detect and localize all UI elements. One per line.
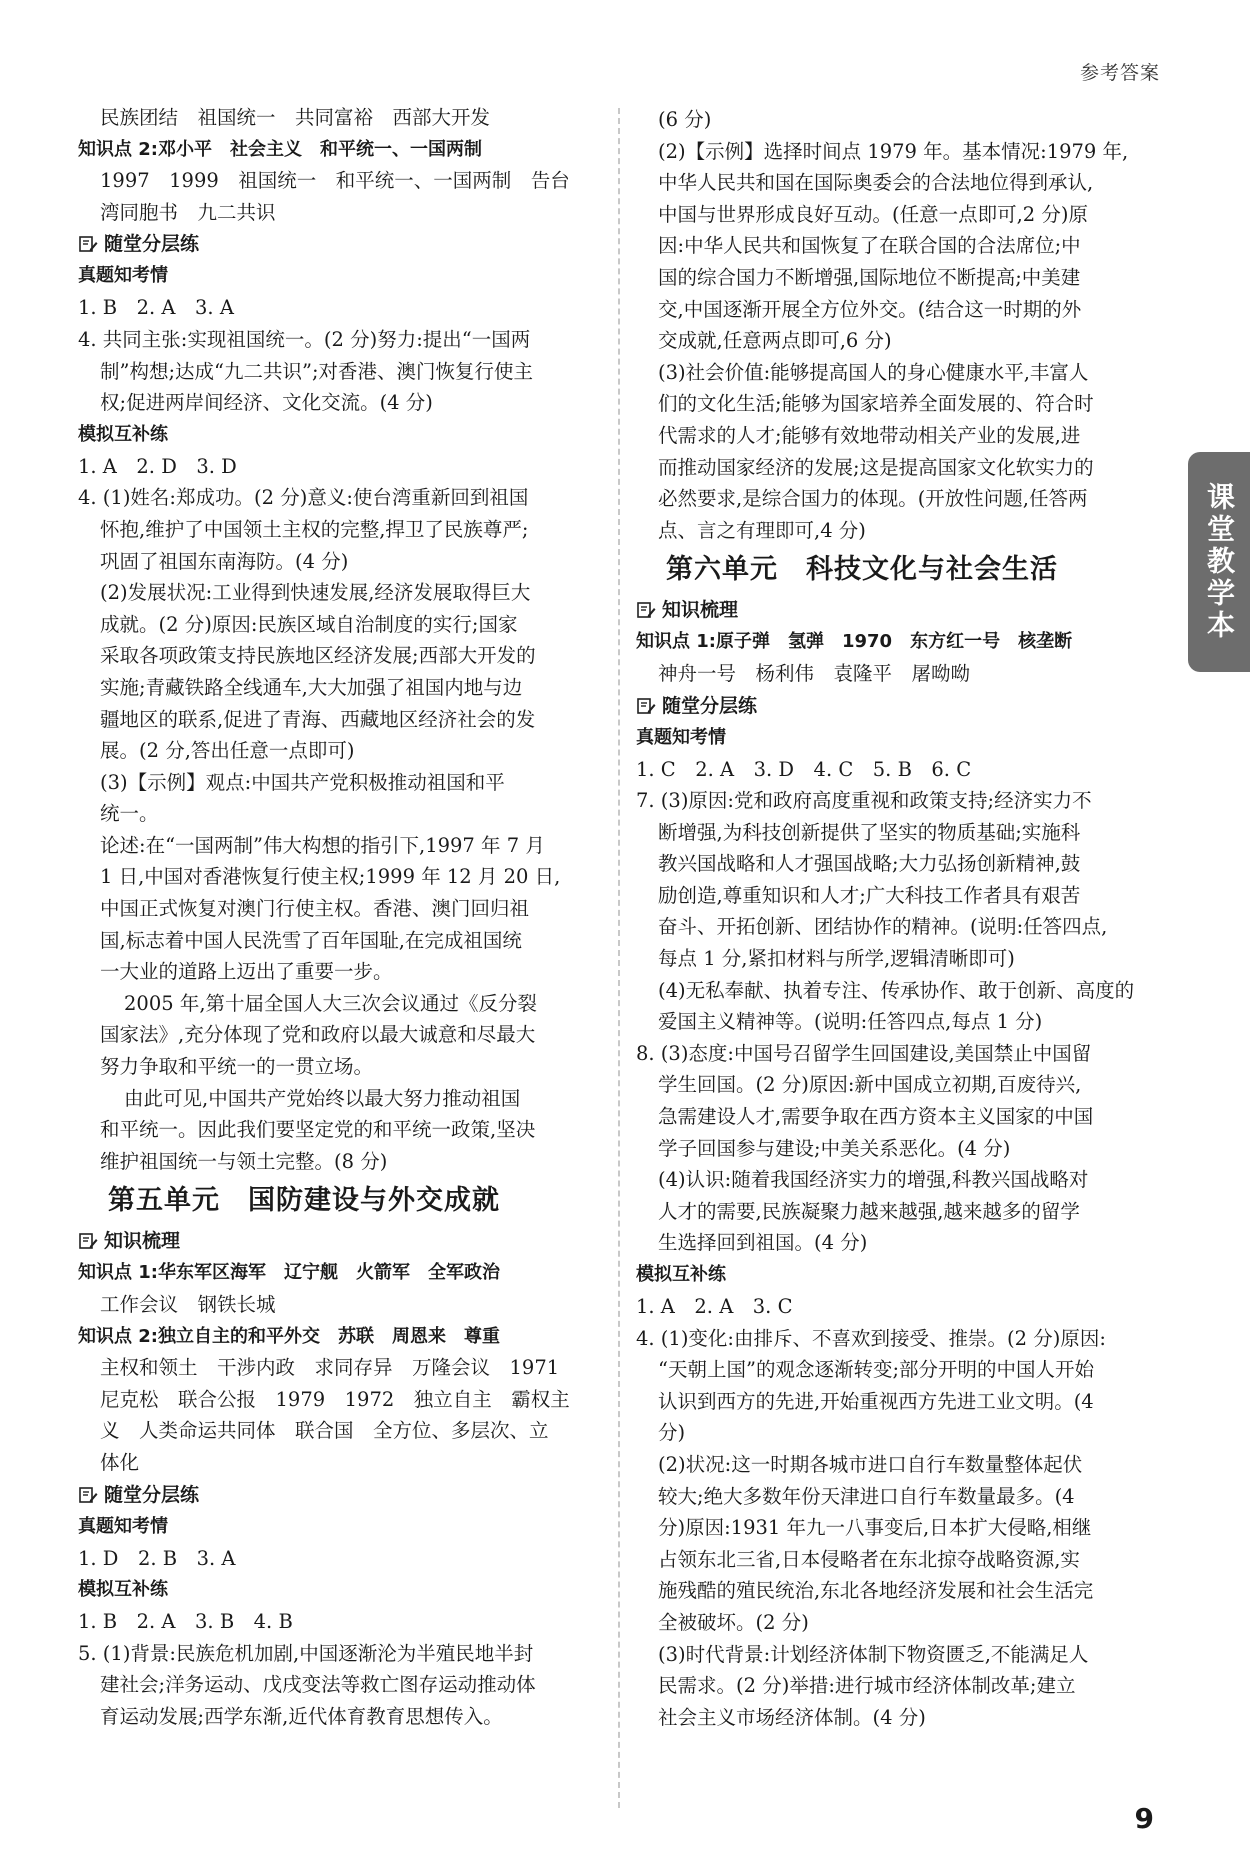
left-text-line: 1 日,中国对香港恢复行使主权;1999 年 12 月 20 日, xyxy=(100,865,561,889)
left-text-line: 努力争取和平统一的一贯立场。 xyxy=(100,1055,374,1079)
subsection-heading: 模拟互补练 xyxy=(78,423,168,445)
column-divider xyxy=(618,108,620,1808)
right-text-line: 全被破坏。(2 分) xyxy=(658,1610,809,1634)
right-text-line: 认识到西方的先进,开始重视西方先进工业文明。(4 xyxy=(658,1389,1094,1413)
right-text-line: 施残酷的殖民统治,东北各地经济发展和社会生活完 xyxy=(658,1579,1094,1603)
left-text-line: 采取各项政策支持民族地区经济发展;西部大开发的 xyxy=(100,644,536,668)
right-column xyxy=(636,104,1166,1733)
left-text-line: 中国正式恢复对澳门行使主权。香港、澳门回归祖 xyxy=(100,897,530,921)
left-text-line: 维护祖国统一与领土完整。(8 分) xyxy=(100,1149,388,1173)
right-text-line: 国的综合国力不断增强,国际地位不断提高;中美建 xyxy=(658,265,1081,289)
right-text-line: 4. (1)变化:由排斥、不喜欢到接受、推崇。(2 分)原因: xyxy=(636,1326,1106,1350)
right-text-line: 7. (3)原因:党和政府高度重视和政策支持;经济实力不 xyxy=(636,789,1092,813)
right-text-line: 因:中华人民共和国恢复了在联合国的合法席位;中 xyxy=(658,234,1081,258)
subsection-heading: 模拟互补练 xyxy=(78,1579,168,1601)
subsection-heading: 真题知考情 xyxy=(78,1515,168,1537)
section-heading xyxy=(78,228,603,260)
left-text-line: (2)发展状况:工业得到快速发展,经济发展取得巨大 xyxy=(100,581,531,605)
left-text-line: 1997 1999 祖国统一 和平统一、一国两制 告台 xyxy=(100,169,570,193)
left-text-line: 主权和领土 干涉内政 求同存异 万隆会议 1971 xyxy=(100,1356,560,1380)
right-text-line: 8. (3)态度:中国号召留学生回国建设,美国禁止中国留 xyxy=(636,1041,1092,1065)
left-text-line: 由此可见,中国共产党始终以最大努力推动祖国 xyxy=(124,1086,521,1110)
subsection-heading: 模拟互补练 xyxy=(636,1264,726,1285)
section-heading xyxy=(636,594,1166,626)
section-heading-text: 随堂分层练 xyxy=(104,233,200,256)
right-text-line: 分) xyxy=(658,1421,686,1445)
section-heading xyxy=(78,1225,603,1257)
pencil-note-icon xyxy=(78,234,98,254)
left-text-line: 疆地区的联系,促进了青海、西藏地区经济社会的发 xyxy=(100,707,536,731)
left-text-line: 论述:在“一国两制”伟大构想的指引下,1997 年 7 月 xyxy=(100,833,545,857)
right-text-line: 点、言之有理即可,4 分) xyxy=(658,518,866,542)
unit-title: 第五单元 国防建设与外交成就 xyxy=(108,1185,500,1217)
left-text-line: 怀抱,维护了中国领土主权的完整,捍卫了民族尊严; xyxy=(100,517,529,541)
side-tab: 课堂教学本 xyxy=(1188,452,1250,672)
right-text-line: 神舟一号 杨利伟 袁隆平 屠呦呦 xyxy=(658,661,971,685)
right-text-line: 学子回国参与建设;中美关系恶化。(4 分) xyxy=(658,1136,1011,1160)
left-column xyxy=(78,102,603,1733)
right-text-line: (3)社会价值:能够提高国人的身心健康水平,丰富人 xyxy=(658,360,1089,384)
right-text-line: 励创造,尊重知识和人才;广大科技工作者具有艰苦 xyxy=(658,883,1081,907)
right-text-line: “天朝上国”的观念逐渐转变;部分开明的中国人开始 xyxy=(658,1358,1095,1382)
right-text-line: 急需建设人才,需要争取在西方资本主义国家的中国 xyxy=(658,1105,1094,1129)
left-text-line: 和平统一。因此我们要坚定党的和平统一政策,坚决 xyxy=(100,1118,536,1142)
right-text-line: 民需求。(2 分)举措:进行城市经济体制改革;建立 xyxy=(658,1674,1076,1698)
left-text-line: (3)【示例】观点:中国共产党积极推动祖国和平 xyxy=(100,770,505,794)
right-text-line: 占领东北三省,日本侵略者在东北掠夺战略资源,实 xyxy=(658,1547,1080,1571)
left-text-line: 1. B 2. A 3. B 4. B xyxy=(78,1610,293,1634)
left-text-line: 权;促进两岸间经济、文化交流。(4 分) xyxy=(100,391,433,415)
right-text-line: 们的文化生活;能够为国家培养全面发展的、符合时 xyxy=(658,392,1094,416)
right-text-line: 交成就,任意两点即可,6 分) xyxy=(658,329,892,353)
knowledge-point-line: 知识点 1:华东军区海军 辽宁舰 火箭军 全军政治 xyxy=(78,1262,500,1284)
right-text-line: 代需求的人才;能够有效地带动相关产业的发展,进 xyxy=(658,423,1081,447)
knowledge-point-line: 知识点 1:原子弹 氢弹 1970 东方红一号 核垄断 xyxy=(636,631,1073,653)
knowledge-point-line: 知识点 2:独立自主的和平外交 苏联 周恩来 尊重 xyxy=(78,1325,500,1347)
right-text-line: (4)无私奉献、执着专注、传承协作、敢于创新、高度的 xyxy=(658,978,1135,1002)
right-text-line: (4)认识:随着我国经济实力的增强,科教兴国战略对 xyxy=(658,1168,1089,1192)
right-text-line: 必然要求,是综合国力的体现。(开放性问题,任答两 xyxy=(658,487,1088,511)
left-text-line: 尼克松 联合公报 1979 1972 独立自主 霸权主 xyxy=(100,1387,570,1411)
right-text-line: 1. A 2. A 3. C xyxy=(636,1295,793,1318)
left-text-line: 1. D 2. B 3. A xyxy=(78,1546,236,1570)
left-text-line: 统一。 xyxy=(100,802,159,826)
left-text-line: 建社会;洋务运动、戊戌变法等救亡图存运动推动体 xyxy=(100,1673,536,1697)
knowledge-point-line: 知识点 2:邓小平 社会主义 和平统一、一国两制 xyxy=(78,138,482,160)
pencil-note-icon xyxy=(636,696,656,716)
left-text-line: 工作会议 钢铁长城 xyxy=(100,1293,276,1316)
right-text-line: 交,中国逐渐开展全方位外交。(结合这一时期的外 xyxy=(658,297,1082,321)
right-text-line: 生选择回到祖国。(4 分) xyxy=(658,1231,868,1255)
pencil-note-icon xyxy=(78,1231,98,1251)
left-text-line: 制”构想;达成“九二共识”;对香港、澳门恢复行使主 xyxy=(100,359,534,383)
left-text-line: 体化 xyxy=(100,1450,140,1474)
right-text-line: 断增强,为科技创新提供了坚实的物质基础;实施科 xyxy=(658,820,1081,844)
right-text-line: 奋斗、开拓创新、团结协作的精神。(说明:任答四点, xyxy=(658,915,1108,939)
right-text-line: 每点 1 分,紧扣材料与所学,逻辑清晰即可) xyxy=(658,947,1015,971)
right-text-line: 1. C 2. A 3. D 4. C 5. B 6. C xyxy=(636,757,972,781)
left-text-line: 成就。(2 分)原因:民族区域自治制度的实行;国家 xyxy=(100,612,518,636)
left-text-line: 国家法》,充分体现了党和政府以最大诚意和尽最大 xyxy=(100,1023,536,1047)
left-text-line: 4. (1)姓名:郑成功。(2 分)意义:使台湾重新回到祖国 xyxy=(78,486,529,510)
right-text-line: (2)【示例】选择时间点 1979 年。基本情况:1979 年, xyxy=(658,139,1129,163)
left-text-line: 5. (1)背景:民族危机加剧,中国逐渐沦为半殖民地半封 xyxy=(78,1641,534,1665)
section-heading-text: 随堂分层练 xyxy=(104,1483,200,1506)
section-heading-text: 随堂分层练 xyxy=(662,694,758,717)
section-heading xyxy=(78,1479,603,1511)
right-text-line: 中华人民共和国在国际奥委会的合法地位得到承认, xyxy=(658,171,1094,195)
left-text-line: 湾同胞书 九二共识 xyxy=(100,200,276,224)
left-text-line: 民族团结 祖国统一 共同富裕 西部大开发 xyxy=(100,106,491,129)
subsection-heading: 真题知考情 xyxy=(78,265,168,287)
right-text-line: 中国与世界形成良好互动。(任意一点即可,2 分)原 xyxy=(658,202,1089,226)
pencil-note-icon xyxy=(78,1485,98,1505)
section-heading-text: 知识梳理 xyxy=(104,1230,181,1253)
right-text-line: 社会主义市场经济体制。(4 分) xyxy=(658,1705,926,1729)
left-text-line: 国,标志着中国人民洗雪了百年国耻,在完成祖国统 xyxy=(100,928,522,952)
left-text-line: 巩固了祖国东南海防。(4 分) xyxy=(100,549,349,573)
section-heading xyxy=(636,690,1166,722)
right-text-line: 教兴国战略和人才强国战略;大力弘扬创新精神,鼓 xyxy=(658,852,1081,876)
right-text-line: 而推动国家经济的发展;这是提高国家文化软实力的 xyxy=(658,455,1094,479)
pencil-note-icon xyxy=(636,600,656,620)
right-text-line: 较大;绝大多数年份天津进口自行车数量最多。(4 xyxy=(658,1484,1075,1508)
header-label: 参考答案 xyxy=(1079,62,1160,84)
page-number: 9 xyxy=(1134,1802,1154,1835)
left-text-line: 义 人类命运共同体 联合国 全方位、多层次、立 xyxy=(100,1419,549,1443)
left-text-line: 育运动发展;西学东渐,近代体育教育思想传入。 xyxy=(100,1704,503,1728)
unit-title: 第六单元 科技文化与社会生活 xyxy=(666,554,1058,586)
section-heading-text: 知识梳理 xyxy=(662,599,739,622)
right-text-line: (6 分) xyxy=(658,108,712,131)
right-text-line: 学生回国。(2 分)原因:新中国成立初期,百废待兴, xyxy=(658,1073,1082,1097)
left-text-line: 4. 共同主张:实现祖国统一。(2 分)努力:提出“一国两 xyxy=(78,327,531,351)
left-text-line: 实施;青藏铁路全线通车,大大加强了祖国内地与边 xyxy=(100,675,523,699)
left-text-line: 1. B 2. A 3. A xyxy=(78,296,234,320)
right-text-line: (3)时代背景:计划经济体制下物资匮乏,不能满足人 xyxy=(658,1642,1089,1666)
left-text-line: 1. A 2. D 3. D xyxy=(78,454,237,478)
subsection-heading: 真题知考情 xyxy=(636,726,726,748)
right-text-line: (2)状况:这一时期各城市进口自行车数量整体起伏 xyxy=(658,1452,1083,1476)
left-text-line: 2005 年,第十届全国人大三次会议通过《反分裂 xyxy=(124,991,538,1015)
right-text-line: 爱国主义精神等。(说明:任答四点,每点 1 分) xyxy=(658,1010,1043,1034)
right-text-line: 分)原因:1931 年九一八事变后,日本扩大侵略,相继 xyxy=(658,1516,1092,1540)
left-text-line: 一大业的道路上迈出了重要一步。 xyxy=(100,960,393,984)
right-text-line: 人才的需要,民族凝聚力越来越强,越来越多的留学 xyxy=(658,1199,1080,1223)
left-text-line: 展。(2 分,答出任意一点即可) xyxy=(100,739,355,763)
